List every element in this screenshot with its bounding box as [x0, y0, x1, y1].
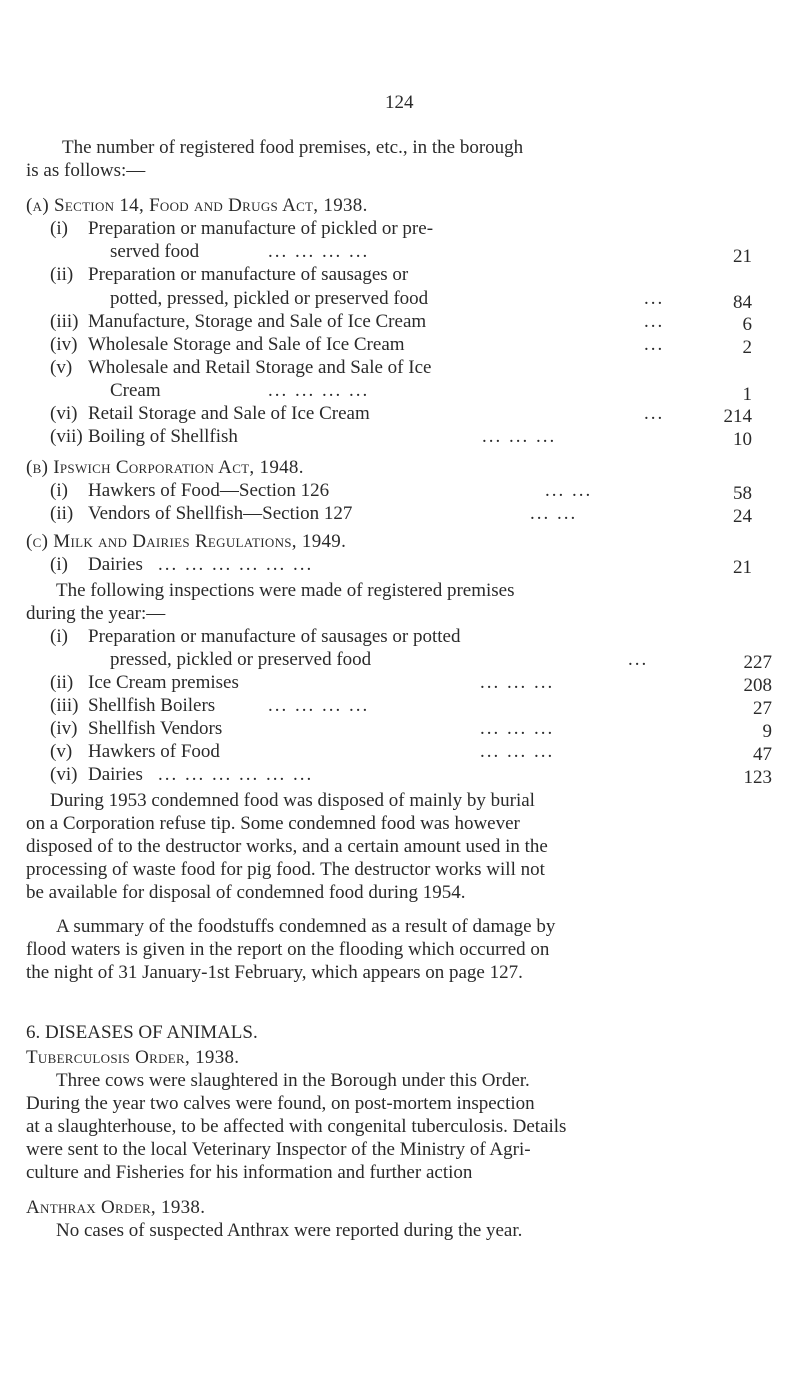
list-item-count: 58	[733, 483, 752, 504]
list-item-count: 2	[742, 337, 752, 358]
paragraph-line: During the year two calves were found, on post-mortem inspection	[26, 1093, 535, 1114]
leader-dots: ... ... ...	[482, 426, 557, 447]
list-item-count: 214	[723, 406, 752, 427]
list-item-text: Manufacture, Storage and Sale of Ice Cream	[88, 311, 427, 332]
list-item-marker: (v)	[50, 741, 73, 762]
leader-dots: ... ... ... ... ... ...	[158, 764, 314, 785]
list-item-text: Wholesale Storage and Sale of Ice Cream	[88, 334, 405, 355]
paragraph-line: were sent to the local Veterinary Inspector of the Ministry of Agri-	[26, 1139, 531, 1160]
leader-dots: ... ... ...	[480, 718, 555, 739]
list-item-count: 84	[733, 292, 752, 313]
leader-dots: ... ... ...	[480, 672, 555, 693]
list-item-count: 123	[743, 767, 772, 788]
list-item-text: Shellfish Vendors	[88, 718, 223, 739]
list-item-text: Preparation or manufacture of sausages or potted	[88, 626, 461, 647]
list-item-text: served food	[110, 241, 200, 262]
paragraph-line: the night of 31 January-1st February, which appears on page 127.	[26, 962, 523, 983]
list-item-count: 47	[753, 744, 772, 765]
list-item-text: Hawkers of Food	[88, 741, 220, 762]
list-item-marker: (iv)	[50, 718, 78, 739]
paragraph-line: disposed of to the destructor works, and a certain amount used in the	[26, 836, 548, 857]
list-item-marker: (vii)	[50, 426, 83, 447]
list-item-marker: (i)	[50, 626, 68, 647]
list-item-text: Shellfish Boilers	[88, 695, 216, 716]
section-a-heading: (a) Section 14, Food and Drugs Act, 1938.	[26, 195, 368, 216]
list-item-marker: (i)	[50, 218, 68, 239]
page-number: 124	[385, 92, 414, 113]
list-item-count: 24	[733, 506, 752, 527]
list-item-marker: (v)	[50, 357, 73, 378]
list-item-text: Dairies	[88, 554, 143, 575]
list-item-count: 208	[743, 675, 772, 696]
section-b-heading: (b) Ipswich Corporation Act, 1948.	[26, 457, 304, 478]
list-item-marker: (ii)	[50, 264, 74, 285]
leader-dots: ...	[644, 288, 665, 309]
list-item-marker: (i)	[50, 480, 68, 501]
tuberculosis-heading: Tuberculosis Order, 1938.	[26, 1047, 240, 1068]
list-item-marker: (vi)	[50, 403, 78, 424]
leader-dots: ...	[644, 334, 665, 355]
paragraph-line: on a Corporation refuse tip. Some condemned food was however	[26, 813, 520, 834]
list-item-count: 21	[733, 557, 752, 578]
list-item-marker: (iii)	[50, 695, 79, 716]
list-item-text: Hawkers of Food—Section 126	[88, 480, 330, 501]
leader-dots: ... ...	[545, 480, 593, 501]
list-item-text: Ice Cream premises	[88, 672, 239, 693]
list-item-marker: (ii)	[50, 503, 74, 524]
list-item-count: 27	[753, 698, 772, 719]
leader-dots: ... ... ... ... ... ...	[158, 554, 314, 575]
list-item-count: 1	[742, 384, 752, 405]
list-item-marker: (iv)	[50, 334, 78, 355]
list-item-marker: (iii)	[50, 311, 79, 332]
list-item-count: 227	[743, 652, 772, 673]
list-item-count: 6	[742, 314, 752, 335]
list-item-text: potted, pressed, pickled or preserved food	[110, 288, 429, 309]
anthrax-heading: Anthrax Order, 1938.	[26, 1197, 206, 1218]
list-item-marker: (i)	[50, 554, 68, 575]
intro-line-1: The number of registered food premises, etc., in the borough	[62, 137, 524, 158]
leader-dots: ... ... ... ...	[268, 241, 370, 262]
list-item-text: Wholesale and Retail Storage and Sale of Ice	[88, 357, 432, 378]
list-item-text: Retail Storage and Sale of Ice Cream	[88, 403, 370, 424]
paragraph-line: Three cows were slaughtered in the Borough under this Order.	[56, 1070, 530, 1091]
leader-dots: ... ... ... ...	[268, 380, 370, 401]
list-item-marker: (ii)	[50, 672, 74, 693]
list-item-text: Preparation or manufacture of pickled or pre-	[88, 218, 434, 239]
list-item-marker: (vi)	[50, 764, 78, 785]
paragraph-line: at a slaughterhouse, to be affected with congenital tuberculosis. Details	[26, 1116, 567, 1137]
inspections-intro-line-1: The following inspections were made of registered premises	[56, 580, 515, 601]
leader-dots: ...	[644, 311, 665, 332]
list-item-text: Vendors of Shellfish—Section 127	[88, 503, 353, 524]
paragraph-line: No cases of suspected Anthrax were reported during the year.	[56, 1220, 523, 1241]
list-item-text: Preparation or manufacture of sausages or	[88, 264, 409, 285]
leader-dots: ... ... ... ...	[268, 695, 370, 716]
list-item-text: Cream	[110, 380, 161, 401]
leader-dots: ... ... ...	[480, 741, 555, 762]
paragraph-line: be available for disposal of condemned food during 1954.	[26, 882, 466, 903]
section-6-heading: 6. DISEASES OF ANIMALS.	[26, 1022, 258, 1043]
leader-dots: ... ...	[530, 503, 578, 524]
paragraph-line: During 1953 condemned food was disposed of mainly by burial	[50, 790, 535, 811]
list-item-text: pressed, pickled or preserved food	[110, 649, 372, 670]
list-item-text: Boiling of Shellfish	[88, 426, 238, 447]
list-item-count: 9	[762, 721, 772, 742]
intro-line-2: is as follows:—	[26, 160, 146, 181]
leader-dots: ...	[628, 649, 649, 670]
section-c-heading: (c) Milk and Dairies Regulations, 1949.	[26, 531, 347, 552]
paragraph-line: culture and Fisheries for his information and further action	[26, 1162, 473, 1183]
inspections-intro-line-2: during the year:—	[26, 603, 166, 624]
list-item-text: Dairies	[88, 764, 143, 785]
leader-dots: ...	[644, 403, 665, 424]
paragraph-line: A summary of the foodstuffs condemned as a result of damage by	[56, 916, 556, 937]
list-item-count: 21	[733, 246, 752, 267]
paragraph-line: flood waters is given in the report on the flooding which occurred on	[26, 939, 550, 960]
paragraph-line: processing of waste food for pig food. The destructor works will not	[26, 859, 545, 880]
list-item-count: 10	[733, 429, 752, 450]
